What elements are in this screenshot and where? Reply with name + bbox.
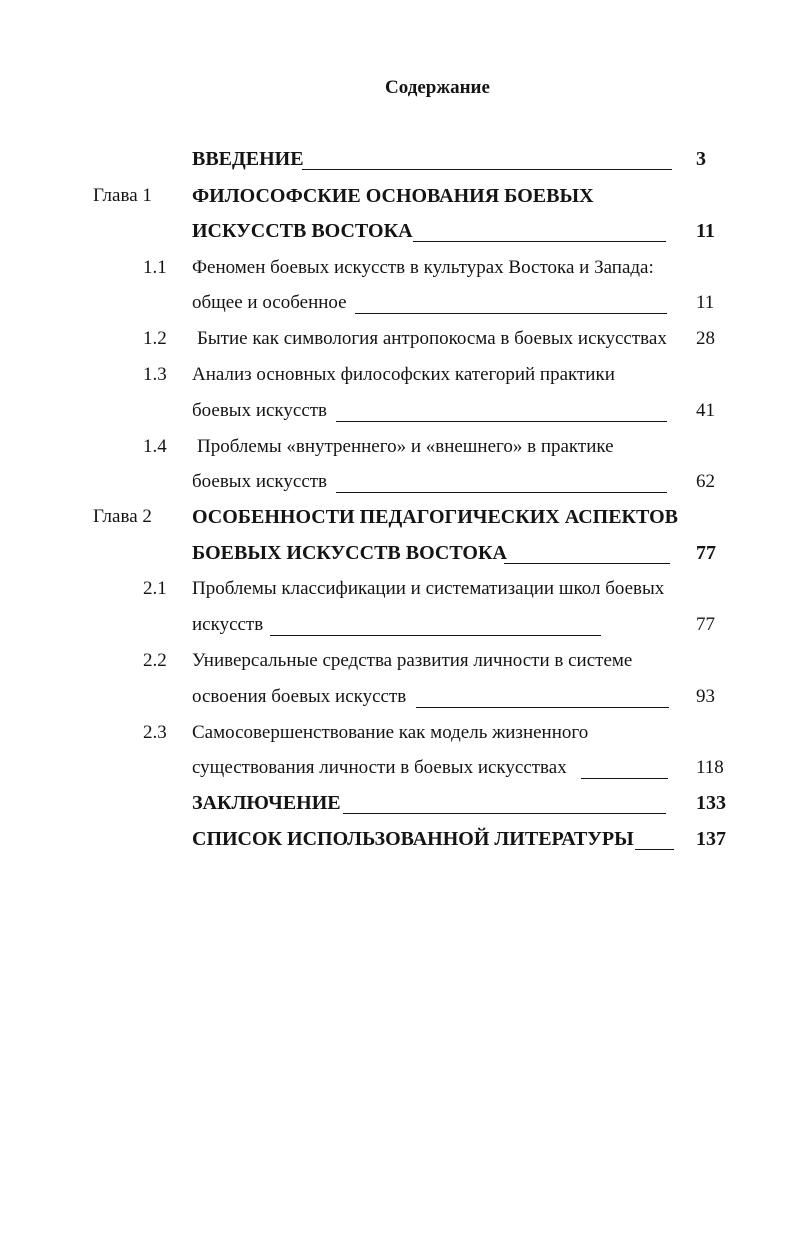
toc-entry-introduction[interactable] bbox=[0, 145, 793, 173]
entry-title: ОСОБЕННОСТИ ПЕДАГОГИЧЕСКИХ АСПЕКТОВ bbox=[192, 506, 679, 528]
entry-title: ЗАКЛЮЧЕНИЕ bbox=[192, 792, 341, 814]
toc-entry-1-3-line-2[interactable] bbox=[0, 397, 793, 425]
page-title: Содержание bbox=[385, 77, 490, 98]
entry-title: ИСКУССТВ ВОСТОКА bbox=[192, 220, 413, 242]
toc-entry-chapter-1-title-line-1 bbox=[0, 182, 793, 210]
page-number: 28 bbox=[696, 328, 715, 349]
toc-entry-2-1[interactable] bbox=[0, 575, 793, 603]
toc-entry-1-2[interactable] bbox=[0, 325, 793, 353]
page-number: 3 bbox=[696, 148, 706, 170]
chapter-label: Глава 2 bbox=[93, 506, 152, 527]
chapter-label: Глава 1 bbox=[93, 185, 152, 206]
page-number: 93 bbox=[696, 686, 715, 707]
page-number: 137 bbox=[696, 828, 726, 850]
page-number: 11 bbox=[696, 220, 715, 242]
leader-line bbox=[581, 778, 668, 779]
leader-line bbox=[302, 169, 672, 170]
entry-title: Бытие как симвология антропокосма в боевых искусствах bbox=[197, 328, 667, 349]
entry-title: Универсальные средства развития личности в системе bbox=[192, 650, 633, 671]
leader-line bbox=[355, 313, 667, 314]
toc-entry-2-3[interactable] bbox=[0, 719, 793, 747]
toc-entry-chapter-2-title-line-1 bbox=[0, 503, 793, 531]
entry-title: ФИЛОСОФСКИЕ ОСНОВАНИЯ БОЕВЫХ bbox=[192, 185, 594, 207]
toc-entry-1-1[interactable] bbox=[0, 254, 793, 282]
page-number: 11 bbox=[696, 292, 715, 313]
leader-line bbox=[336, 492, 667, 493]
leader-line bbox=[635, 849, 674, 850]
page-number: 62 bbox=[696, 471, 715, 492]
entry-title: Феномен боевых искусств в культурах Востока и Запада: bbox=[192, 257, 654, 278]
toc-entry-2-2-line-2[interactable] bbox=[0, 683, 793, 711]
page-number: 41 bbox=[696, 400, 715, 421]
toc-entry-1-4[interactable] bbox=[0, 433, 793, 461]
section-number: 2.2 bbox=[143, 650, 167, 671]
section-number: 1.4 bbox=[143, 436, 167, 457]
entry-title: СПИСОК ИСПОЛЬЗОВАННОЙ ЛИТЕРАТУРЫ bbox=[192, 828, 634, 850]
toc-entry-2-2[interactable] bbox=[0, 647, 793, 675]
leader-line bbox=[504, 563, 670, 564]
entry-title: боевых искусств bbox=[192, 471, 328, 492]
entry-title: искусств bbox=[192, 614, 264, 635]
entry-title: Проблемы классификации и систематизации школ боевых bbox=[192, 578, 665, 599]
section-number: 1.3 bbox=[143, 364, 167, 385]
page-number: 77 bbox=[696, 614, 715, 635]
leader-line bbox=[413, 241, 666, 242]
leader-line bbox=[416, 707, 669, 708]
page-number: 118 bbox=[696, 757, 724, 778]
toc-entry-bibliography[interactable] bbox=[0, 825, 793, 853]
toc-entry-1-4-line-2[interactable] bbox=[0, 468, 793, 496]
leader-line bbox=[270, 635, 601, 636]
toc-entry-1-3[interactable] bbox=[0, 361, 793, 389]
toc-entry-chapter-1-title-line-2[interactable] bbox=[0, 217, 793, 245]
entry-title: существования личности в боевых искусствах bbox=[192, 757, 567, 778]
section-number: 2.1 bbox=[143, 578, 167, 599]
entry-title: Самосовершенствование как модель жизненного bbox=[192, 722, 589, 743]
toc-entry-1-1-line-2[interactable] bbox=[0, 289, 793, 317]
entry-title: Анализ основных философских категорий практики bbox=[192, 364, 615, 385]
entry-title: боевых искусств bbox=[192, 400, 328, 421]
toc-entry-chapter-2-title-line-2[interactable] bbox=[0, 539, 793, 567]
page-number: 77 bbox=[696, 542, 716, 564]
section-number: 2.3 bbox=[143, 722, 167, 743]
toc-entry-conclusion[interactable] bbox=[0, 789, 793, 817]
entry-title: освоения боевых искусств bbox=[192, 686, 407, 707]
entry-title: ВВЕДЕНИЕ bbox=[192, 148, 304, 170]
section-number: 1.2 bbox=[143, 328, 167, 349]
section-number: 1.1 bbox=[143, 257, 167, 278]
toc-entry-2-1-line-2[interactable] bbox=[0, 611, 793, 639]
leader-line bbox=[336, 421, 667, 422]
entry-title: БОЕВЫХ ИСКУССТВ ВОСТОКА bbox=[192, 542, 507, 564]
entry-title: общее и особенное bbox=[192, 292, 347, 313]
entry-title: Проблемы «внутреннего» и «внешнего» в практике bbox=[197, 436, 614, 457]
page-number: 133 bbox=[696, 792, 726, 814]
leader-line bbox=[343, 813, 666, 814]
toc-entry-2-3-line-2[interactable] bbox=[0, 754, 793, 782]
